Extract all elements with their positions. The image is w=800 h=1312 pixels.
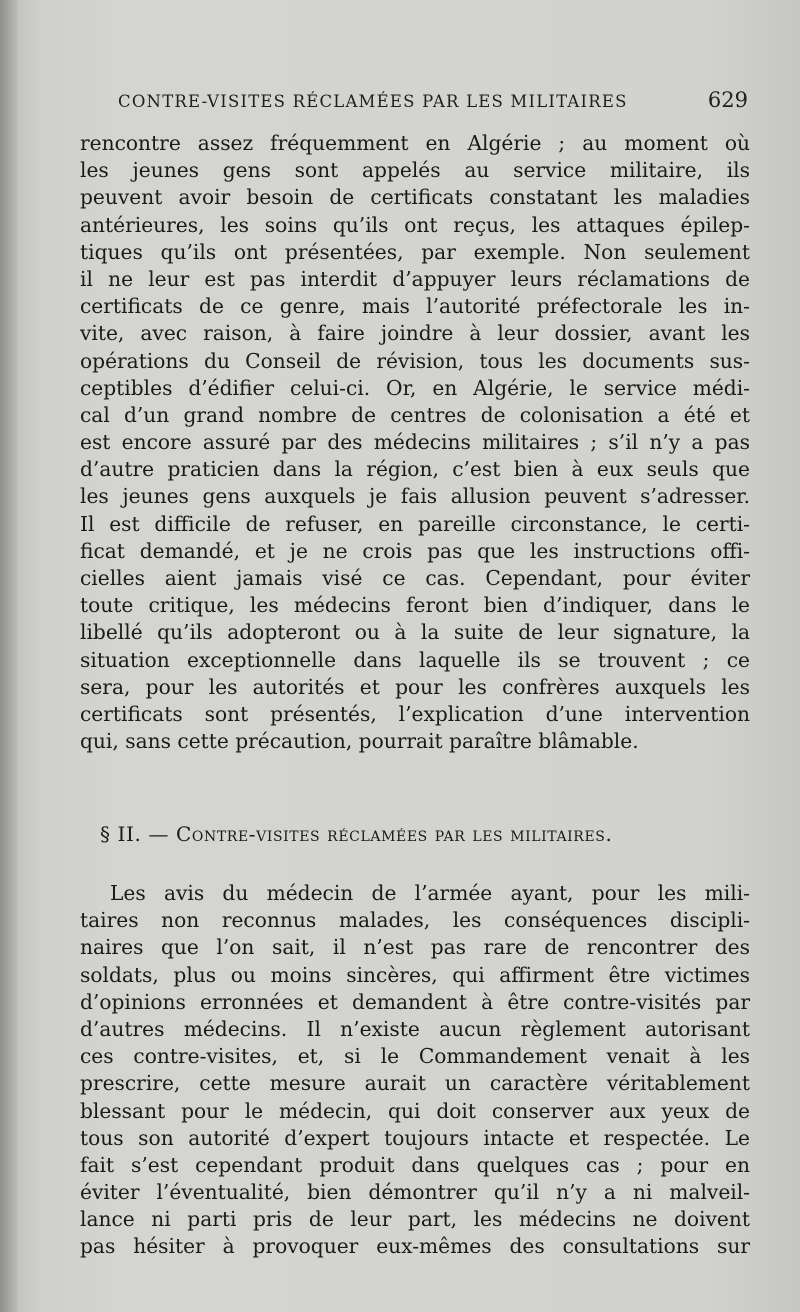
text-line: soldats, plus ou moins sincères, qui affirment être victimes xyxy=(80,962,750,987)
text-line: d’opinions erronnées et demandent à être contre-visités par xyxy=(80,989,750,1014)
text-line: ficat demandé, et je ne crois pas que les instructions offi- xyxy=(80,538,750,563)
text-line: rencontre assez fréquemment en Algérie ; au moment où xyxy=(80,131,750,155)
text-line: naires que l’on sait, il n’est pas rare de rencontrer des xyxy=(80,935,750,960)
text-line: vite, avec raison, à faire joindre à leur dossier, avant les xyxy=(80,321,750,346)
text-line: Il est difficile de refuser, en pareille circonstance, le certi- xyxy=(80,511,750,536)
text-line: les jeunes gens sont appelés au service militaire, ils xyxy=(80,158,750,183)
text-line: est encore assuré par des médecins militaires ; s’il n’y a pas xyxy=(80,430,750,455)
text-line: situation exceptionnelle dans laquelle ils se trouvent ; ce xyxy=(80,647,750,672)
paragraph-2 xyxy=(80,880,750,1261)
text-line: taires non reconnus malades, les conséquences discipli- xyxy=(80,908,750,933)
text-line: les jeunes gens auxquels je fais allusion peuvent s’adresser. xyxy=(80,484,750,509)
text-line: d’autre praticien dans la région, c’est bien à eux seuls que xyxy=(80,457,750,482)
text-line: blessant pour le médecin, qui doit conserver aux yeux de xyxy=(80,1098,750,1123)
text-line: Les avis du médecin de l’armée ayant, pour les mili- xyxy=(110,881,750,905)
text-line: cal d’un grand nombre de centres de colonisation a été et xyxy=(80,402,750,427)
text-line: cielles aient jamais visé ce cas. Cependant, pour éviter xyxy=(80,566,750,590)
text-line: sera, pour les autorités et pour les confrères auxquels les xyxy=(80,674,750,699)
text-line: antérieures, les soins qu’ils ont reçus, les attaques épilep- xyxy=(80,212,750,237)
text-line: éviter l’éventualité, bien démontrer qu’il n’y a ni malveil- xyxy=(80,1180,750,1205)
paragraph-1 xyxy=(80,130,750,755)
text-line: fait s’est cependant produit dans quelques cas ; pour en xyxy=(80,1152,750,1177)
text-line: libellé qu’ils adopteront ou à la suite de leur signature, la xyxy=(80,620,750,645)
page-number: 629 xyxy=(707,88,748,112)
text-line: ces contre-visites, et, si le Commandement venait à les xyxy=(80,1044,750,1069)
text-line: pas hésiter à provoquer eux-mêmes des consultations sur xyxy=(80,1234,750,1259)
page-gutter-shadow xyxy=(0,0,18,1312)
section-heading xyxy=(100,822,740,846)
text-line: opérations du Conseil de révision, tous les documents sus- xyxy=(80,348,750,373)
page-header xyxy=(118,88,748,118)
running-title: CONTRE-VISITES RÉCLAMÉES PAR LES MILITAIRES xyxy=(118,92,628,111)
text-line: d’autres médecins. Il n’existe aucun règlement autorisant xyxy=(80,1016,750,1041)
text-line: certificats sont présentés, l’explication d’une intervention xyxy=(80,701,750,726)
section-heading-text: § II. — Contre-visites réclamées par les militaires. xyxy=(100,822,613,846)
text-line: ceptibles d’édifier celui-ci. Or, en Algérie, le service médi- xyxy=(80,375,750,400)
text-line: certificats de ce genre, mais l’autorité préfectorale les in- xyxy=(80,294,750,319)
text-line: tous son autorité d’expert toujours intacte et respectée. Le xyxy=(80,1125,750,1150)
text-line: peuvent avoir besoin de certificats constatant les maladies xyxy=(80,185,750,210)
text-line: prescrire, cette mesure aurait un caractère véritablement xyxy=(80,1071,750,1096)
text-line: toute critique, les médecins feront bien d’indiquer, dans le xyxy=(80,593,750,618)
text-line: tiques qu’ils ont présentées, par exemple. Non seulement xyxy=(80,239,750,264)
text-line: lance ni parti pris de leur part, les médecins ne doivent xyxy=(80,1207,750,1232)
text-line: qui, sans cette précaution, pourrait paraître blâmable. xyxy=(80,729,639,754)
text-line: il ne leur est pas interdit d’appuyer leurs réclamations de xyxy=(80,266,750,291)
